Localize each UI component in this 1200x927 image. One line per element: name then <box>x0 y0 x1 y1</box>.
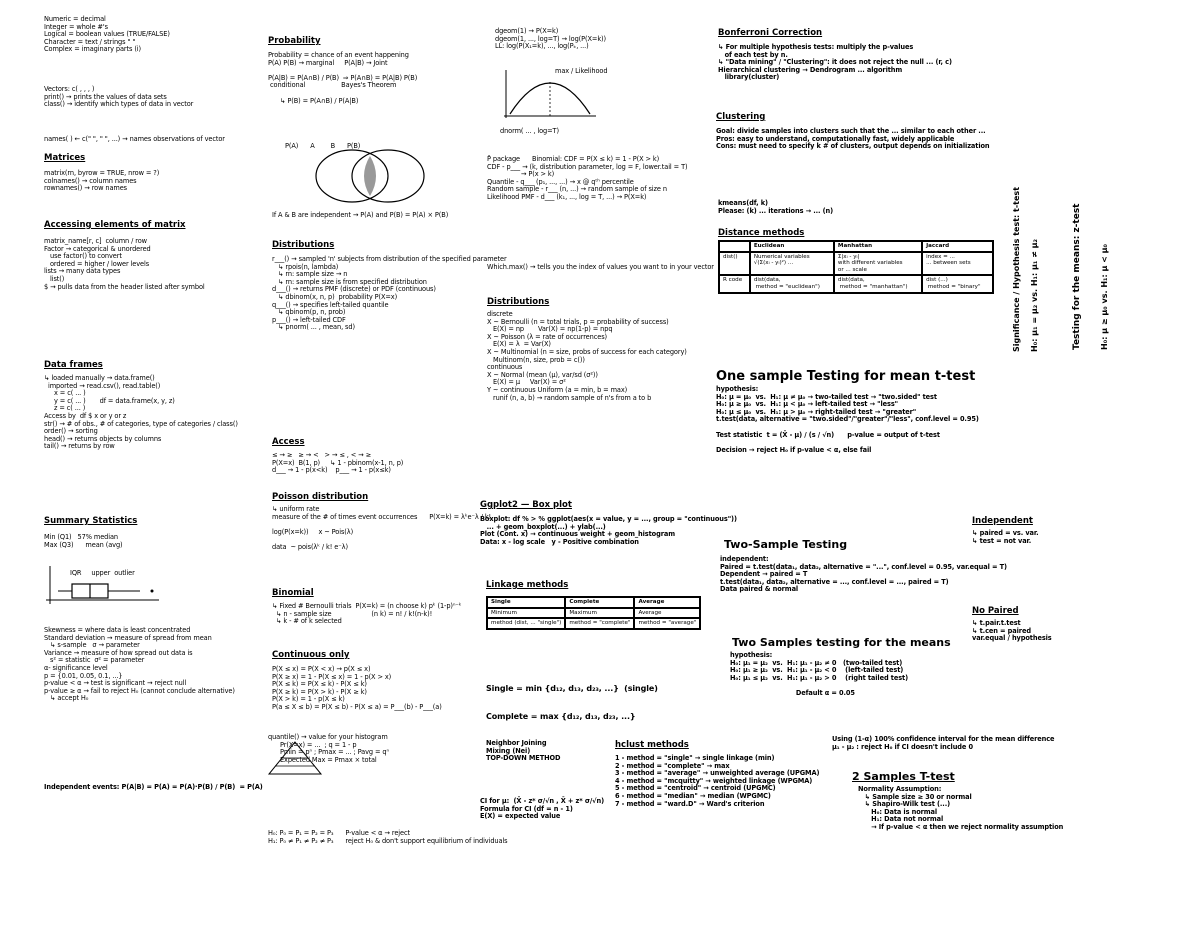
statistics-notes: Skewness = where data is least concentrated Standard deviation → measure of spread from mean ↳ s-sample σ → parameter Variance → measure of how spread out data is s² = statistic σ² = parameter α- significance level p = {0.01, 0.05, 0.1, ...} p-value < α → test is significant → reject null p-value ≥ α → fail to reject H₀ (cannot conclude alternative) ↳ accept H₀ <box>44 626 235 703</box>
distance-cell: dist (...) method = "binary" <box>922 275 993 292</box>
one-sample-notes: hypothesis: H₀: μ = μ₀ vs. H₁: μ ≠ μ₀ → two-tailed test → "two.sided" test H₀: μ ≥ μ₀ vs. H₁: μ < μ₀ → left-tailed test → "less" H₀: μ ≤ μ₀ vs. H₁: μ > μ₀ → right-tailed test → "greater" t.test(data, alternative = "two.sided"/"greater"/"less", conf.level = 0.95) Test statistic t = (X̄ - μ) / (s / √n) p-value = output of t-test Decision → reject H₀ if p-value < α, else fail <box>716 385 979 454</box>
ggplot-heading: Ggplot2 — Box plot <box>480 500 572 510</box>
which-max-notes: Which.max() → tells you the index of values you want to in your vector <box>487 263 714 271</box>
access-notes: ≤ → ≥ ≥ → < > → ≤ , < → ≥ P(X=x) B(1, p) ↳ 1 - pbinom(x-1, n, p) d___ → 1 - p(x<k) p___ → 1 - p(x≤k) <box>272 451 404 475</box>
linkage-cell: Minimum <box>487 608 565 619</box>
neighbor-joining-notes: Neighbor Joining Mixing (Nei) TOP-DOWN METHOD <box>486 739 561 763</box>
names-notes: names( ) ← c(" ", " ", ...) → names observations of vector <box>44 135 225 143</box>
dataframes-notes: ↳ loaded manually → data.frame() imported → read.csv(), read.table() x = c( ... ) y = c( ... ) df = data.frame(x, y, z) z = c( ... ) Access by df $ x or y or z str() → # of obs., # of categories, type of categories / class() order() → sorting head() → returns objects by columns tail() → returns by row <box>44 374 238 451</box>
two-samples-t-test-notes: Normality Assumption: ↳ Sample size ≥ 30 or normal ↳ Shapiro-Wilk test (...) H₀: Data is normal H₁: Data not normal → If p-value < α then we reject normality assumption <box>858 785 1064 831</box>
linkage-cell: method = "complete" <box>565 618 634 629</box>
bonferroni-notes: ↳ For multiple hypothesis tests: multiply the p-values of each test by n. ↳ "Data mining" / "Clustering": it does not reject the null ... (r, c) Hierarchical clustering → Dendrogram ... algorithm library(cluster) <box>718 43 952 82</box>
distance-cell: dist(data, method = "euclidean") <box>750 275 834 292</box>
hclust-heading: hclust methods <box>615 740 689 750</box>
confidence-interval-mean-notes: Using (1-α) 100% confidence interval for the mean difference μ₁ - μ₂ : reject H₀ if CI doesn't include 0 <box>832 735 1055 751</box>
continuous-notes: P(X ≤ x) = P(X < x) → p(X ≤ x) P(X ≥ x) = 1 - P(X ≤ x) = 1 - p(X > x) P(X ≤ k) = P(X ≤ k) - P(X ≤ k) P(X ≥ k) = P(X > k) - P(X ≥ k) P(X > k) = 1 - p(X ≤ k) P(a ≤ X ≤ b) = P(X ≤ b) - P(X ≤ a) = P___(b) - P___(a) <box>272 665 442 711</box>
vertical-note-3: Testing for the means: z-test <box>1072 203 1082 350</box>
distributions-notes: r___() → sampled 'n' subjects from distribution of the specified parameter ↳ rpois(n, lambda) ↳ rn: sample size → n ↳ rn: sample size is from specified distribution d___() → returns PMF (discrete) or PDF (continuous) ↳ dbinom(x, n, p) probability P(X=x) q___() → specifies left-tailed quantile ↳ qbinom(p, n, prob) p___() → left-tailed CDF ↳ pnorm( ... , mean, sd) <box>272 255 507 332</box>
curve-label: max / Likelihood <box>555 67 608 75</box>
no-paired-notes: ↳ t.pair.t.test ↳ t.cen = paired var.equal / hypothesis <box>972 619 1052 643</box>
linkage-cell: Average <box>634 608 700 619</box>
distance-cell: R code <box>719 275 750 292</box>
distance-header-jaccard: Jaccard <box>922 241 993 252</box>
two-sample-heading: Two-Sample Testing <box>724 538 848 551</box>
linkage-header-average: Average <box>634 597 700 608</box>
independent-events-notes: Independent events: P(A|B) = P(A) = P(A)·P(B) / P(B) = P(A) <box>44 783 263 791</box>
distance-cell: Numerical variables √(Σ(xᵢ - yᵢ)²) ... <box>750 252 834 276</box>
dataframes-heading: Data frames <box>44 360 103 370</box>
dgeom-notes: dgeom(1) → P(X=k) dgeom(1, ..., log=T) → log(P(X=k)) LL: log(P(X₁=k), ..., log(Pₖ, ...) <box>495 27 606 51</box>
independent-notes: ↳ paired = vs. var. ↳ test = not var. <box>972 529 1039 545</box>
complete-formula: Complete = max {d₁₂, d₁₃, d₂₃, ...} <box>486 712 636 721</box>
accessing-notes: matrix_name[r, c] column / row Factor → categorical & unordered use factor() to convert ordered = higher / lower levels lists → many data types list() $ → pulls data from the header listed after symbol <box>44 237 205 291</box>
clustering-heading: Clustering <box>716 112 766 122</box>
linkage-cell: method = "average" <box>634 618 700 629</box>
distance-header <box>719 241 750 252</box>
hypothesis-p-notes: H₀: P₀ = P₁ = P₂ = P₃ P-value < α → reject H₁: P₀ ≠ P₁ ≠ P₂ ≠ P₃ reject H₀ & don't support equilibrium of individuals <box>268 829 508 845</box>
access-heading: Access <box>272 437 305 447</box>
two-sample-notes: independent: Paired = t.test(data₁, data₂, alternative = "...", conf.level = 0.95, var.equal = T) Dependent → paired = T t.test(data₁, data₂, alternative = ..., conf.level = ..., paired = T) Data paired & normal <box>720 555 1007 594</box>
accessing-heading: Accessing elements of matrix <box>44 220 186 230</box>
linkage-header-complete: Complete <box>565 597 634 608</box>
boxplot-labels: IQR upper outlier <box>70 569 135 577</box>
dnorm-notes: dnorm( ... , log=T) <box>500 127 559 135</box>
distance-header-euclidean: Euclidean <box>750 241 834 252</box>
poisson-notes: ↳ uniform rate measure of the # of times event occurrences P(X=k) = λᵏe⁻λ / k! log(P(x=k)) x ~ Pois(λ) data ~ pois(λᵏ / k! e⁻λ) <box>272 505 492 551</box>
two-samples-means-notes: hypothesis: H₀: μ₁ = μ₂ vs. H₁: μ₁ - μ₂ ≠ 0 (two-tailed test) H₀: μ₁ ≥ μ₂ vs. H₁: μ₁ - μ₂ < 0 (left-tailed test) H₀: μ₁ ≤ μ₂ vs. H₁: μ₁ - μ₂ > 0 (right tailed test) Default α = 0.05 <box>730 651 908 697</box>
venn-independence-note: If A & B are independent → P(A) and P(B) = P(A) × P(B) <box>272 211 449 219</box>
linkage-heading: Linkage methods <box>486 580 569 590</box>
distance-cell: index = ... ... between sets <box>922 252 993 276</box>
kmeans-notes: kmeans(df, k) Please: (k) ... iterations → ... (n) <box>718 199 834 215</box>
vertical-note-2: H₀: μ₁ = μ₂ vs. H₁: μ₁ ≠ μ₂ <box>1030 238 1039 352</box>
summary-heading: Summary Statistics <box>44 516 138 526</box>
linkage-header-single: Single <box>487 597 565 608</box>
poisson-heading: Poisson distribution <box>272 492 369 502</box>
distance-cell: dist(data, method = "manhattan") <box>834 275 922 292</box>
ggplot-notes: Boxplot: df % > % ggplot(aes(x = value, y = ..., group = "continuous")) ... + geom_boxplot(...) + ylab(...) Plot (Cont. x) → continuous weight + geom_histogram Data: x - log scale y - Positive combination <box>480 515 737 546</box>
single-formula: Single = min {d₁₂, d₁₃, d₂₃, ...} (single) <box>486 684 658 693</box>
boxplot-sketch <box>44 560 164 610</box>
distributions3-notes: discrete X ~ Bernoulli (n = total trials, p = probability of success) E(X) = np Var(X) = np(1-p) = npq X ~ Poisson (λ = rate of occurrences) E(X) = λ = Var(X) X ~ Multinomial (n = size, probs of success for each category) Multinom(n, size, prob = c()) continuous X ~ Normal (mean (μ), var/sd (σ²)) E(X) = μ Var(X) = σ² Y ~ continuous Uniform (a = min, b = max) runif (n, a, b) → random sample of n's from a to b <box>487 310 687 402</box>
distributions3-heading: Distributions <box>487 297 550 307</box>
no-paired-heading: No Paired <box>972 606 1019 616</box>
summary-notes: Min (Q1) 57% median Max (Q3) mean (avg) <box>44 533 123 549</box>
binomial-heading: Binomial <box>272 588 314 598</box>
hclust-notes: 1 - method = "single" → single linkage (min) 2 - method = "complete" → max 3 - method = "average" → unweighted average (UPGMA) 4 - method = "mcquitty" → weighted linkage (WPGMA) 5 - method = "centroid" → centroid (UPGMC) 6 - method = "median" → median (WPGMC) 7 - method = "ward.D" → Ward's criterion <box>615 754 820 808</box>
linkage-cell: Maximum <box>565 608 634 619</box>
vectors-notes: Vectors: c( , , , ) print() → prints the values of data sets class() → identify which types of data in vector <box>44 85 194 109</box>
confidence-interval-notes: CI for μ: (X̄ - z* σ/√n , X̄ + z* σ/√n) Formula for CI (df = n - 1) E(X) = expected value <box>480 797 604 821</box>
matrices-heading: Matrices <box>44 153 86 163</box>
distributions-heading: Distributions <box>272 240 335 250</box>
vertical-note-4: H₀: μ ≥ μ₀ vs. H₁: μ < μ₀ <box>1100 243 1109 350</box>
continuous-heading: Continuous only <box>272 650 350 660</box>
distance-cell: Σ|xᵢ - yᵢ| with different variables or ... scale <box>834 252 922 276</box>
distance-table <box>718 240 994 294</box>
linkage-table <box>486 596 701 630</box>
distance-heading: Distance methods <box>718 228 805 238</box>
one-sample-heading: One sample Testing for mean t-test <box>716 369 976 384</box>
probability-heading: Probability <box>268 36 321 46</box>
venn-labels: P(A) A B P(B) <box>285 142 361 150</box>
distance-cell: dist() <box>719 252 750 276</box>
independent-heading: Independent <box>972 516 1033 526</box>
distance-header-manhattan: Manhattan <box>834 241 922 252</box>
linkage-cell: method (dist, ... "single") <box>487 618 565 629</box>
two-samples-t-test-heading: 2 Samples T-test <box>852 770 955 783</box>
data-types-notes: Numeric = decimal Integer = whole #'s Logical = boolean values (TRUE/FALSE) Character = text / strings " " Complex = imaginary parts (i) <box>44 15 170 54</box>
clustering-notes: Goal: divide samples into clusters such that the ... similar to each other ... Pros: easy to understand, computationally fast, widely applicable Cons: must need to specify k # of clusters, output depends on initialization <box>716 127 990 151</box>
bonferroni-heading: Bonferroni Correction <box>718 28 823 38</box>
phat-notes: P̂ package Binomial: CDF = P(X ≤ k) = 1 - P(X > k) CDF - p___ → (k, distribution parameter, log = F, lower.tail = T) → P(x > k) Quantile - q___ (p₁, ..., ...) → x @ qᵗʰ percentile Random sample - r___ (n, ...) → random sample of size n Likelihood PMF - d___ (k₁, ..., log = T, ...) → P(X=k) <box>487 155 688 201</box>
probability-notes: Probability = chance of an event happening P(A) P(B) → marginal P(A|B) → Joint P(A|B) = P(A∩B) / P(B) ⇒ P(A∩B) = P(A|B) P(B) conditional Bayes's Theorem ↳ P(B) = P(A∩B) / P(A|B) <box>268 51 418 105</box>
two-samples-means-heading: Two Samples testing for the means <box>732 636 951 649</box>
vertical-note-1: Significance / Hypothesis test: t-test <box>1012 186 1021 352</box>
binomial-notes: ↳ Fixed # Bernoulli trials P(X=k) = (n choose k) pᵏ (1-p)ⁿ⁻ᵏ ↳ n - sample size (n k) = n! / k!(n-k)! ↳ k - # of k selected <box>272 602 462 626</box>
matrices-notes: matrix(rn, byrow = TRUE, nrow = ?) colnames() → column names rownames() → row names <box>44 169 160 193</box>
quantile-notes: quantile() → value for your histogram Pr(X=x) = ... ; q = 1 - p Pmin = pⁿ ; Pmax = ... ; Pavg = qⁿ Expected Max = Pmax × total <box>268 733 390 764</box>
